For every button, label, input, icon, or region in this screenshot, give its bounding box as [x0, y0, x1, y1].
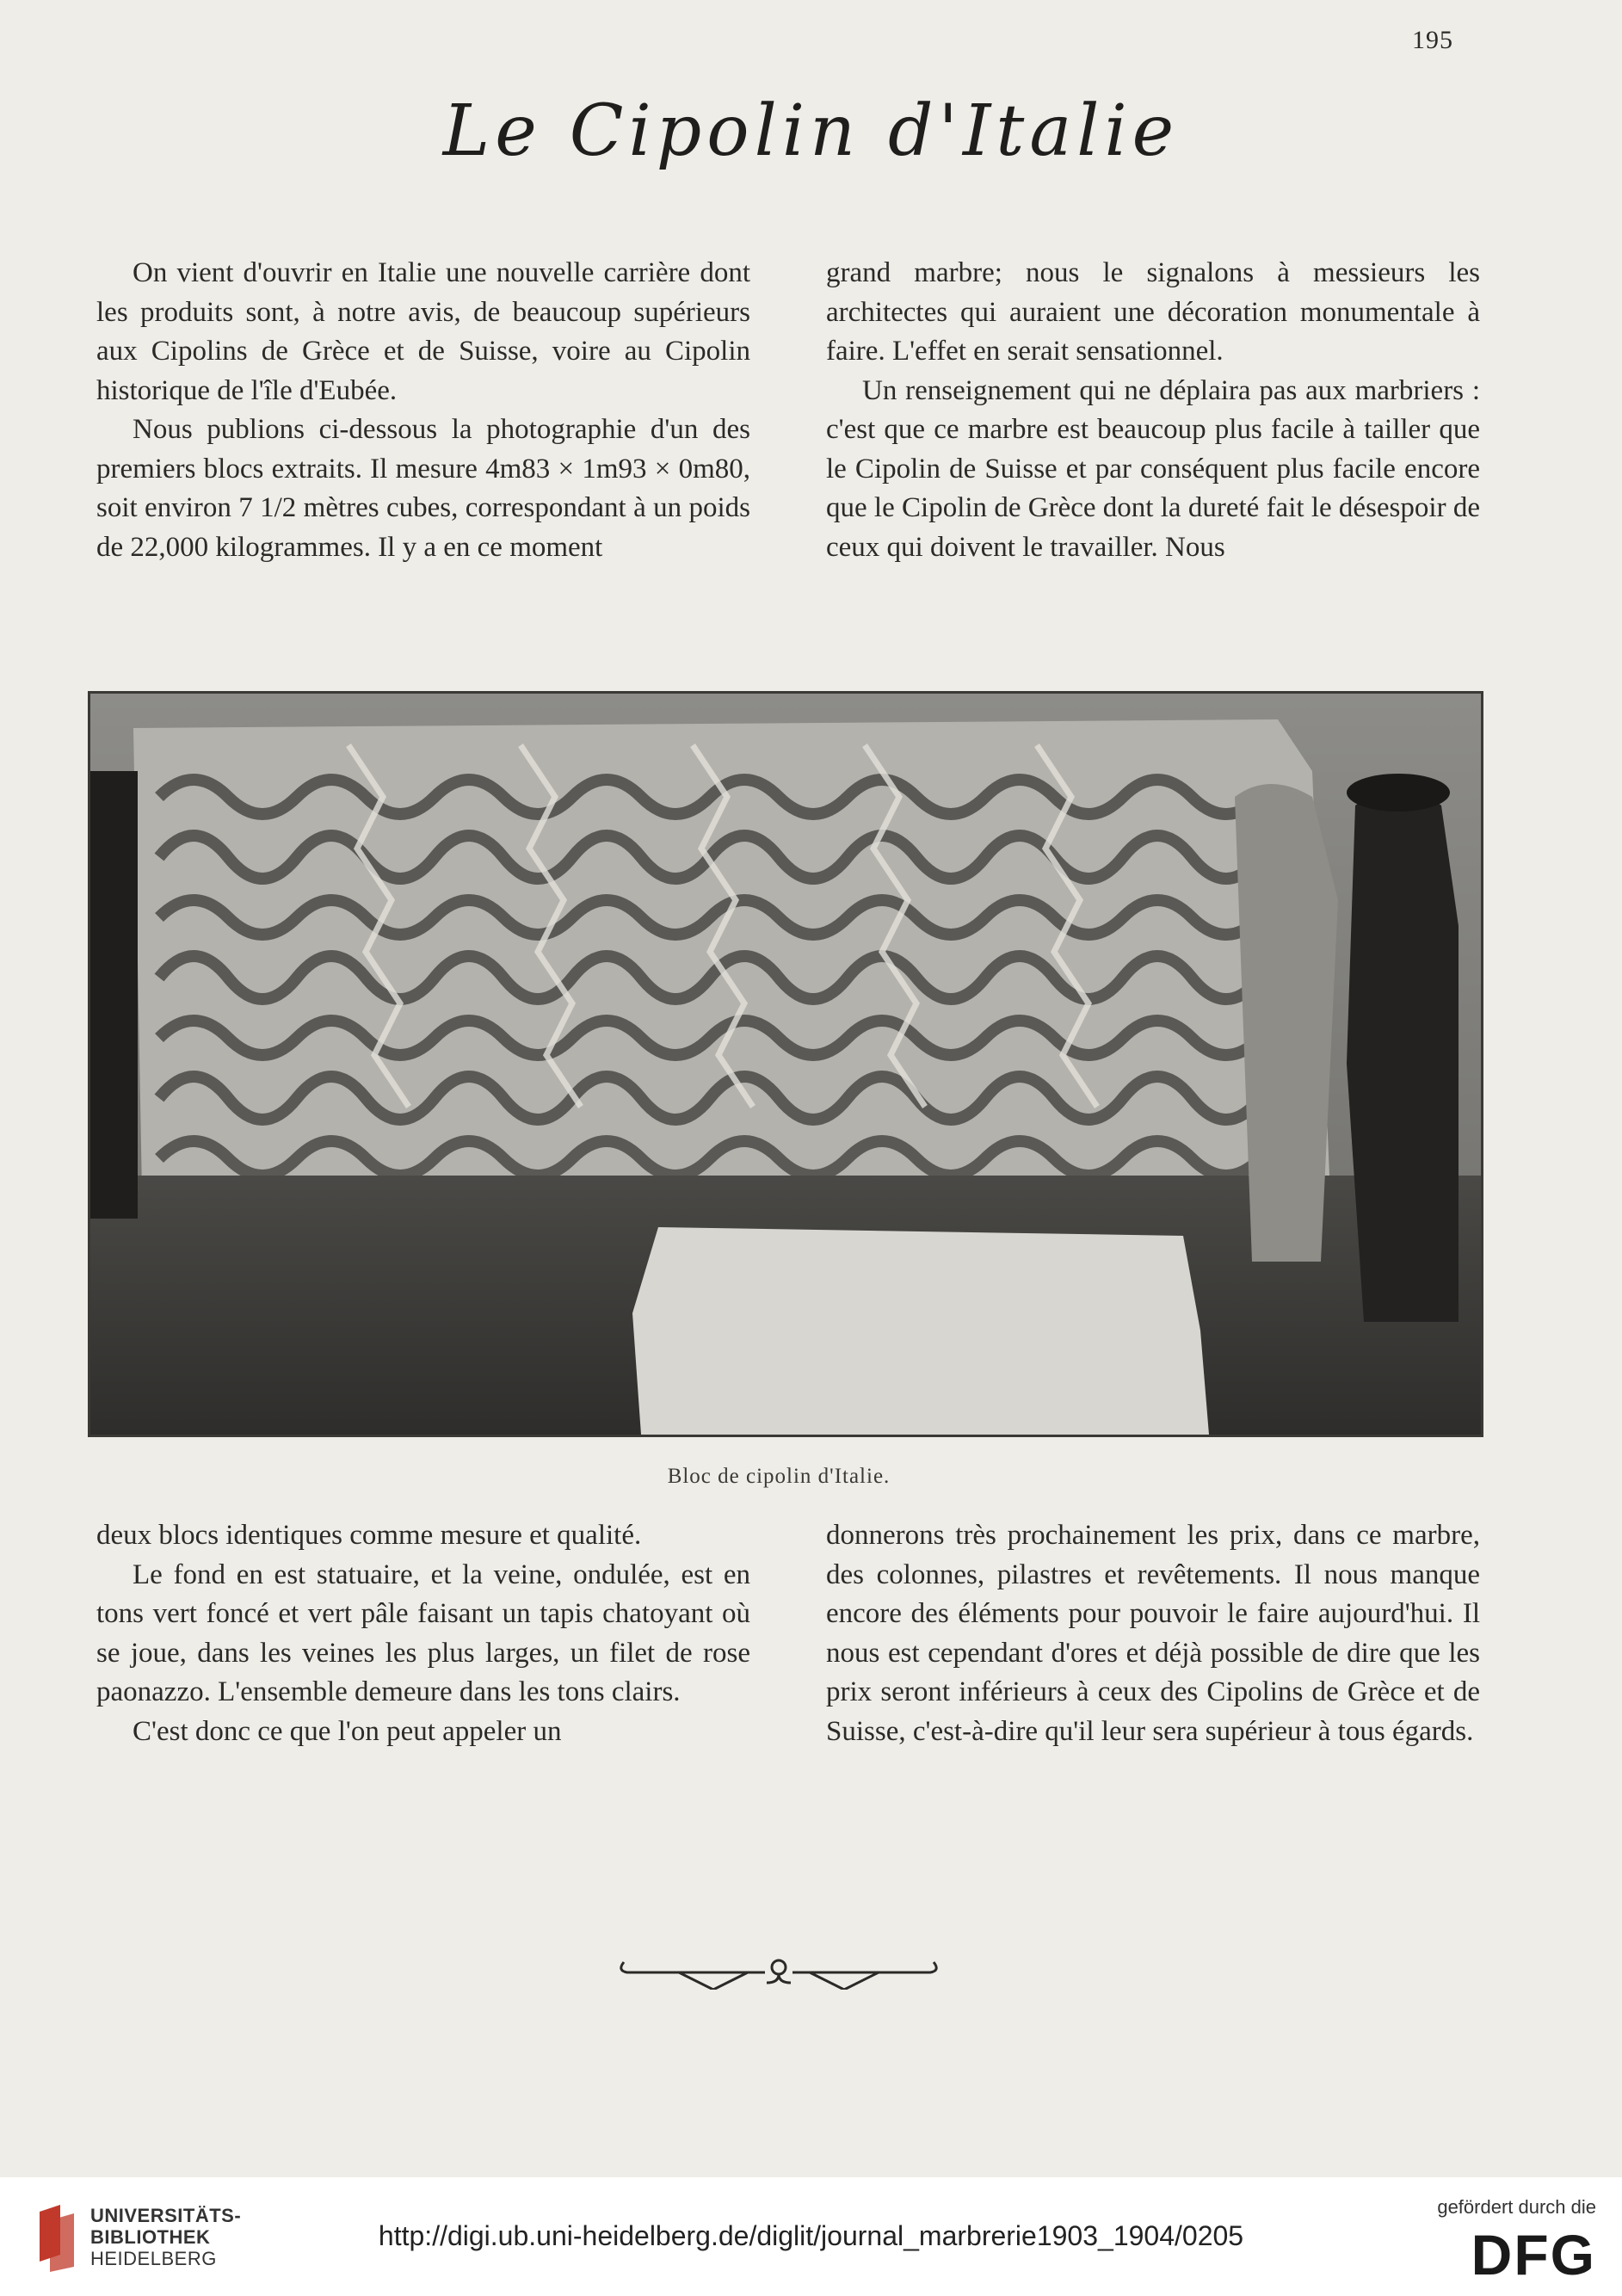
- column-bottom-left: [96, 1516, 750, 1751]
- permalink-url[interactable]: http://digi.ub.uni-heidelberg.de/diglit/journal_marbrerie1903_1904/0205: [378, 2220, 1244, 2251]
- column-bottom-right: [826, 1516, 1480, 1751]
- library-name-line: BIBLIOTHEK: [90, 2226, 211, 2248]
- paragraph: grand marbre; nous le signalons à messieurs les architectes qui auraient une décoration monumentale à faire. L'effet en serait sensationnel.: [826, 257, 1480, 367]
- paragraph: deux blocs identiques comme mesure et qualité.: [96, 1520, 642, 1551]
- article-title: Le Cipolin d'Italie: [442, 90, 1180, 172]
- end-ornament-icon: [615, 1947, 942, 1990]
- page-number: 195: [1412, 26, 1453, 54]
- paragraph: On vient d'ouvrir en Italie une nouvelle carrière dont les produits sont, à notre avis, de beaucoup supérieurs aux Cipolins de Grèce et de Suisse, voire au Cipolin historique de l'île d'Eubée.: [96, 257, 750, 406]
- paragraph: Un renseignement qui ne déplaira pas aux marbriers : c'est que ce marbre est beaucoup plus facile à tailler que le Cipolin de Suisse et par conséquent plus facile encore que le Cipolin de Grèce dont la dureté fait le désespoir de ceux qui doivent le travailler. Nous: [826, 374, 1480, 563]
- column-top-left: [96, 254, 750, 567]
- dfg-logo: DFG: [1471, 2223, 1596, 2287]
- library-name-line: UNIVERSITÄTS-: [90, 2205, 242, 2226]
- digitization-footer: [0, 2177, 1622, 2296]
- paragraph: donnerons très prochainement les prix, dans ce marbre, des colonnes, pilastres et revêtements. Il nous manque encore des éléments pour pouvoir le faire aujourd'hui. Il nous est cependant d'ores et déjà possible de dire que les prix seront inférieurs à ceux des Cipolins de Grèce et de Suisse, c'est-à-dire qu'il leur sera supérieur à tous égards.: [826, 1520, 1480, 1747]
- figure-caption: Bloc de cipolin d'Italie.: [667, 1465, 891, 1488]
- marble-photo-illustration: [90, 694, 1481, 1435]
- paragraph: C'est donc ce que l'on peut appeler un: [133, 1715, 562, 1747]
- paragraph: Nous publions ci-dessous la photographie d'un des premiers blocs extraits. Il mesure 4m83 × 1m93 × 0m80, soit environ 7 1/2 mètres cubes, correspondant à un poids de 22,000 kilogrammes. Il y a en ce moment: [96, 414, 750, 563]
- funded-by-label: gefördert durch die: [1437, 2196, 1596, 2218]
- marble-block-photo: [88, 691, 1483, 1437]
- column-top-right: [826, 254, 1480, 567]
- paragraph: Le fond en est statuaire, et la veine, ondulée, est en tons vert foncé et vert pâle faisant un tapis chatoyant où se joue, dans les veines les plus larges, un filet de rose paonazzo. L'ensemble demeure dans les tons clairs.: [96, 1558, 750, 1707]
- library-name-line: HEIDELBERG: [90, 2248, 217, 2269]
